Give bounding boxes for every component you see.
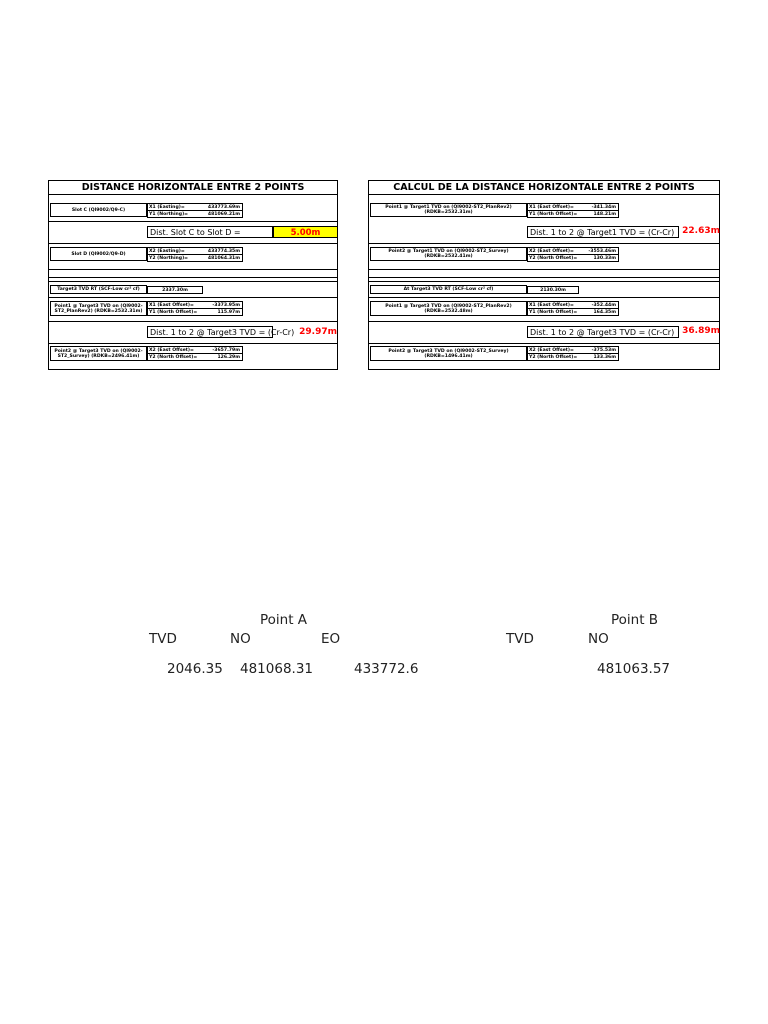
dist-target1-label: Dist. 1 to 2 @ Target1 TVD = (Cr-Cr) (527, 226, 679, 238)
point1-target3-x-label: X1 (East Offset)= (529, 303, 574, 308)
tvd-a-header: TVD (149, 631, 177, 647)
slot-c-x-label: X1 (Easting)= (149, 205, 185, 210)
point2-target3-y-cell (527, 353, 619, 361)
row-divider (49, 281, 337, 282)
point1-target3-x-value: -352.44m (591, 303, 616, 308)
slot-d-y-label: Y2 (Northing)= (149, 256, 189, 261)
point1-x-label: X1 (East Offset)= (149, 303, 194, 308)
row-divider (369, 269, 719, 270)
row-divider (49, 243, 337, 244)
row-divider (369, 297, 719, 298)
row-divider (369, 281, 719, 282)
point2-x-value: -3553.46m (588, 249, 616, 254)
horizontal-distance-panel (48, 180, 338, 370)
point2-target3-label: Point2 @ Target3 TVD on (Ql9002-ST2_Survey) (RDKB=1496.41m) (370, 346, 527, 361)
point2-target3-x-label: X2 (East Offset)= (529, 348, 574, 353)
target-tvd-label: Target3 TVD RT (SCF-Low cr² cf) (50, 285, 147, 294)
point2-x-label: X2 (East Offset)= (529, 249, 574, 254)
point2-x-value: -3657.79m (212, 348, 240, 353)
point1-target3-label: Point1 @ Target3 TVD on (Ql9002-ST2_PlanRev2) (RDKB=2532.48m) (370, 301, 527, 316)
point1-y-label: Y1 (North Offset)= (149, 310, 198, 315)
row-divider (49, 321, 337, 322)
row-divider (49, 221, 337, 222)
slot-c-label: Slot C (Ql9002/Q9-C) (50, 203, 147, 217)
point1-y-label: Y1 (North Offset)= (529, 212, 578, 217)
dist-points-label: Dist. 1 to 2 @ Target3 TVD = (Cr-Cr) (147, 326, 273, 338)
target-tvd-label: At Target3 TVD RT (SCF-Low cr² cf) (370, 285, 527, 294)
point1-x-label: X1 (East Offset)= (529, 205, 574, 210)
dist-target3-label: Dist. 1 to 2 @ Target3 TVD = (Cr-Cr) (527, 326, 679, 338)
dist-slot-label: Dist. Slot C to Slot D = (147, 226, 273, 238)
slot-d-y-value: 481064.31m (207, 256, 240, 261)
slot-d-x-label: X2 (Easting)= (149, 249, 185, 254)
slot-d-label: Slot D (Ql9002/Q9-D) (50, 247, 147, 261)
dist-points-value: 29.97m (299, 327, 337, 337)
eo-a-header: EO (321, 631, 341, 647)
point1-label: Point1 @ Target3 TVD on (Ql9002-ST2_PlanRev2) (RDKB=2532.31m) (50, 301, 147, 316)
row-divider (49, 277, 337, 278)
point2-y-value: 130.33m (593, 256, 616, 261)
point1-target3-y-label: Y1 (North Offset)= (529, 310, 578, 315)
row-divider (369, 321, 719, 322)
row-divider (49, 297, 337, 298)
slot-d-x-value: 433774.35m (207, 249, 240, 254)
slot-c-y-label: Y1 (Northing)= (149, 212, 189, 217)
target-tvd-value (147, 286, 203, 294)
point2-y-label: Y2 (North Offset)= (529, 256, 578, 261)
point2-y-cell (527, 254, 619, 262)
point1-y-value: 148.21m (593, 212, 616, 217)
point1-y-cell (527, 210, 619, 218)
point1-target3-y-value: 164.35m (593, 310, 616, 315)
slot-c-x-value: 433773.69m (207, 205, 240, 210)
tvd-b-header: TVD (506, 631, 534, 647)
slot-c-y-cell (147, 210, 243, 218)
tvd-a-value: 2046.35 (167, 661, 223, 677)
point1-label: Point1 @ Target1 TVD on (Ql9002-ST2_PlanRev2) (RDKB=2532.31m) (370, 203, 527, 217)
row-divider (369, 277, 719, 278)
eo-a-value: 433772.6 (354, 661, 419, 677)
target-tvd-value-text: 2130.30m (540, 288, 566, 293)
point-a-header: Point A (260, 612, 308, 628)
point2-label: Point2 @ Target3 TVD on (Ql9002-ST2_Survey) (RDKB=2496.41m) (50, 346, 147, 361)
point2-y-cell (147, 353, 243, 361)
point1-y-cell (147, 308, 243, 316)
dist-slot-value: 5.00m (273, 226, 338, 238)
horizontal-distance-calc-panel (368, 180, 720, 370)
point1-target3-y-cell (527, 308, 619, 316)
point2-y-value: 126.29m (217, 355, 240, 360)
point2-target3-y-label: Y2 (North Offset)= (529, 355, 578, 360)
row-divider (369, 343, 719, 344)
panel-title: CALCUL DE LA DISTANCE HORIZONTALE ENTRE 2 POINTS (369, 181, 719, 195)
row-divider (369, 243, 719, 244)
dist-target3-value: 36.89m (682, 326, 720, 336)
target-tvd-value-text: 2337.30m (162, 288, 188, 293)
point-b-header: Point B (611, 612, 659, 628)
point2-target3-y-value: 133.36m (593, 355, 616, 360)
slot-c-y-value: 481069.21m (207, 212, 240, 217)
panel-title: DISTANCE HORIZONTALE ENTRE 2 POINTS (49, 181, 337, 195)
row-divider (49, 269, 337, 270)
dist-target1-value: 22.63m (682, 226, 720, 236)
no-a-value: 481068.31 (240, 661, 314, 677)
point1-y-value: 115.97m (217, 310, 240, 315)
no-b-value: 481063.57 (597, 661, 671, 677)
point1-x-value: -341.34m (591, 205, 616, 210)
point2-x-label: X2 (East Offset)= (149, 348, 194, 353)
point2-y-label: Y2 (North Offset)= (149, 355, 198, 360)
row-divider (49, 343, 337, 344)
point2-target3-x-value: -375.53m (591, 348, 616, 353)
slot-d-y-cell (147, 254, 243, 262)
point1-x-value: -3373.95m (212, 303, 240, 308)
point2-label: Point2 @ Target1 TVD on (Ql9002-ST2_Survey) (RDKB=2532.41m) (370, 247, 527, 261)
no-a-header: NO (230, 631, 251, 647)
target-tvd-value (527, 286, 579, 294)
no-b-header: NO (588, 631, 609, 647)
